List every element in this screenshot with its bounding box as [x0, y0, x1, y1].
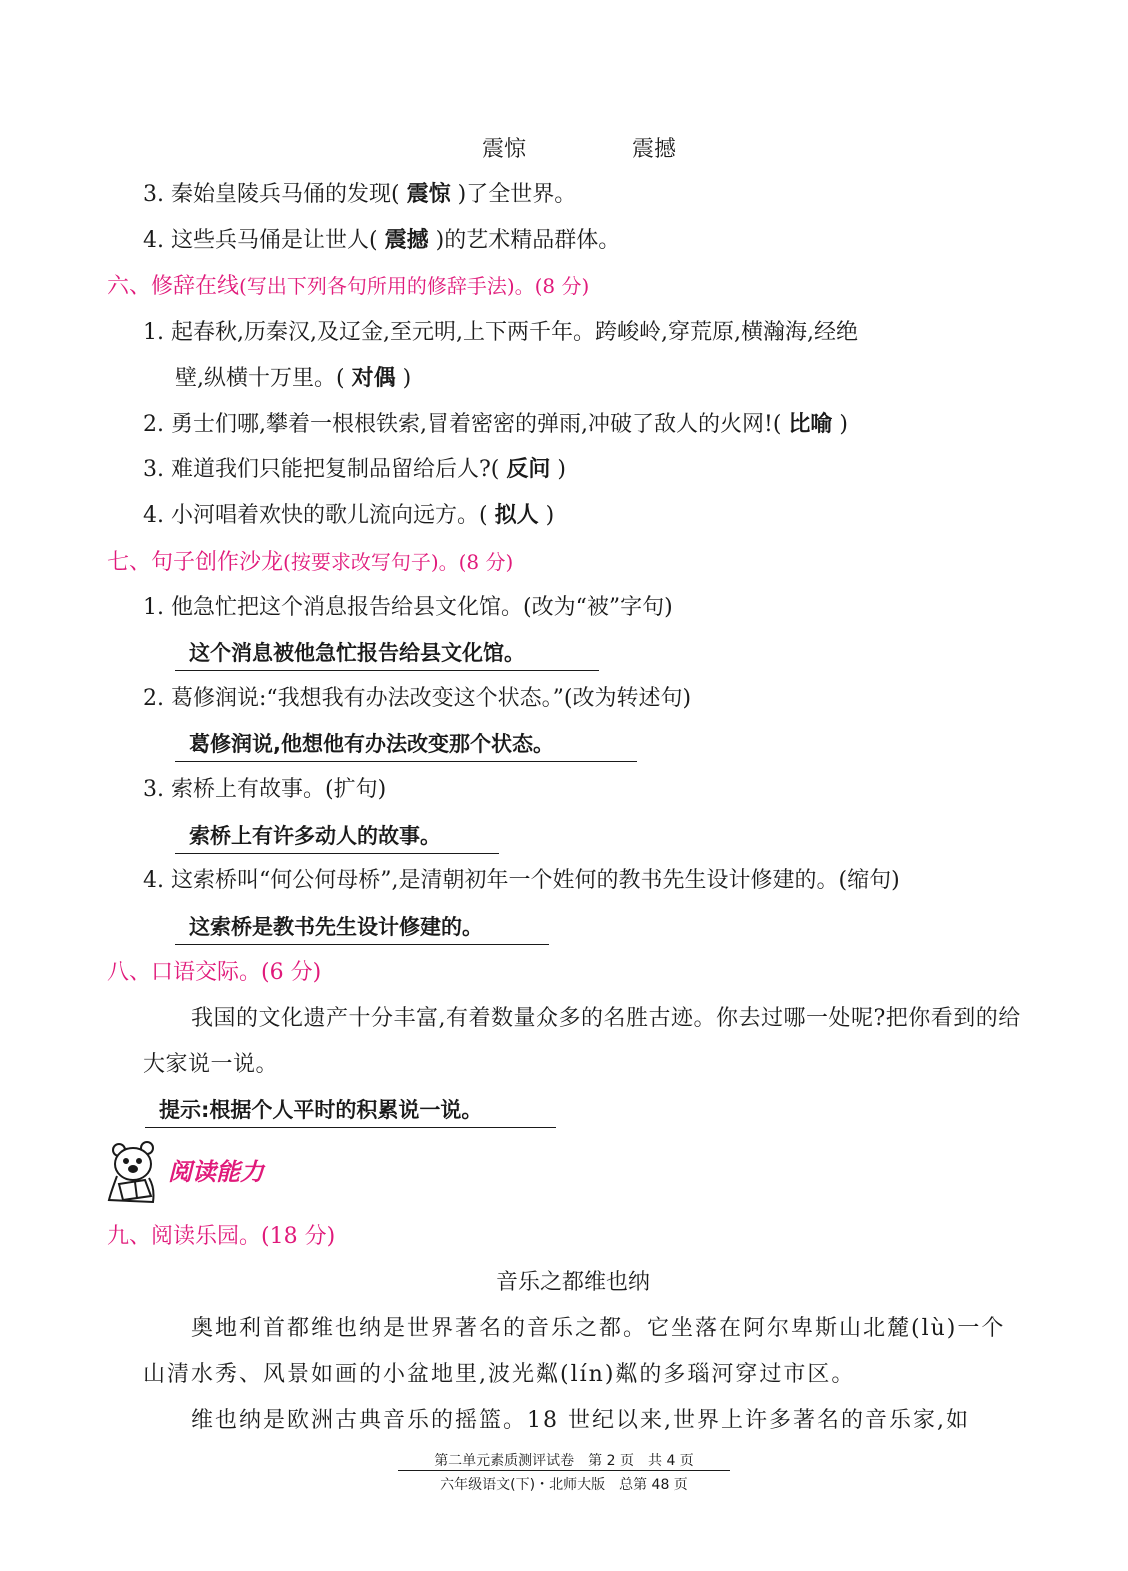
sec8-hint: 提示:根据个人平时的积累说一说。 [145, 1095, 556, 1128]
sec7-q1: 1. 他急忙把这个消息报告给县文化馆。(改为“被”字句) [143, 595, 673, 620]
sec7-a1: 这个消息被他急忙报告给县文化馆。 [175, 638, 599, 671]
sec6-q1-line1: 1. 起春秋,历秦汉,及辽金,至元明,上下两千年。跨峻岭,穿荒原,横瀚海,经绝 [143, 320, 858, 345]
sec6-q3: 3. 难道我们只能把复制品留给后人?( 反问 ) [143, 457, 566, 482]
sec7-heading: 七、句子创作沙龙(按要求改写句子)。(8 分) [107, 550, 514, 575]
footer-line-1: 第二单元素质测评试卷 第 2 页 共 4 页 [434, 1453, 694, 1469]
sec7-q2: 2. 葛修润说:“我想我有办法改变这个状态。”(改为转述句) [143, 686, 692, 711]
sec7-q3: 3. 索桥上有故事。(扩句) [143, 777, 387, 802]
footer-line-2: 六年级语文(下)・北师大版 总第 48 页 [440, 1477, 688, 1493]
sec9-heading: 九、阅读乐园。(18 分) [107, 1224, 336, 1249]
word-choice-2: 震撼 [632, 137, 677, 162]
word-choice-1: 震惊 [482, 137, 527, 162]
sec7-a4: 这索桥是教书先生设计修建的。 [175, 912, 549, 945]
article-title: 音乐之都维也纳 [496, 1270, 651, 1295]
sec6-q2: 2. 勇士们哪,攀着一根根铁索,冒着密密的弹雨,冲破了敌人的火网!( 比喻 ) [143, 412, 849, 437]
sec8-paragraph: 我国的文化遗产十分丰富,有着数量众多的名胜古迹。你去过哪一处呢?把你看到的给大家说一说。 [143, 1006, 1021, 1077]
article-paragraph-1: 奥地利首都维也纳是世界著名的音乐之都。它坐落在阿尔卑斯山北麓(lù)一个山清水秀、风景如画的小盆地里,波光粼(lín)粼的多瑙河穿过市区。 [143, 1316, 1006, 1387]
bear-reading-icon [109, 1142, 154, 1202]
article-paragraph-2: 维也纳是欧洲古典音乐的摇篮。18 世纪以来,世界上许多著名的音乐家,如 [191, 1408, 970, 1433]
sec5-item-4: 4. 这些兵马俑是让世人( 震撼 )的艺术精品群体。 [143, 228, 621, 253]
sec6-heading: 六、修辞在线(写出下列各句所用的修辞手法)。(8 分) [107, 274, 590, 299]
sec5-item-3: 3. 秦始皇陵兵马俑的发现( 震惊 )了全世界。 [143, 182, 577, 207]
reading-title: 阅读能力 [168, 1158, 264, 1186]
footer-divider [398, 1470, 730, 1471]
sec7-q4: 4. 这索桥叫“何公何母桥”,是清朝初年一个姓何的教书先生设计修建的。(缩句) [143, 868, 900, 893]
sec7-a2: 葛修润说,他想他有办法改变那个状态。 [175, 729, 637, 762]
sec8-heading: 八、口语交际。(6 分) [107, 960, 322, 985]
sec6-q4: 4. 小河唱着欢快的歌儿流向远方。( 拟人 ) [143, 503, 555, 528]
sec6-q1-line2: 壁,纵横十万里。( 对偶 ) [175, 366, 412, 391]
sec7-a3: 索桥上有许多动人的故事。 [175, 821, 499, 854]
